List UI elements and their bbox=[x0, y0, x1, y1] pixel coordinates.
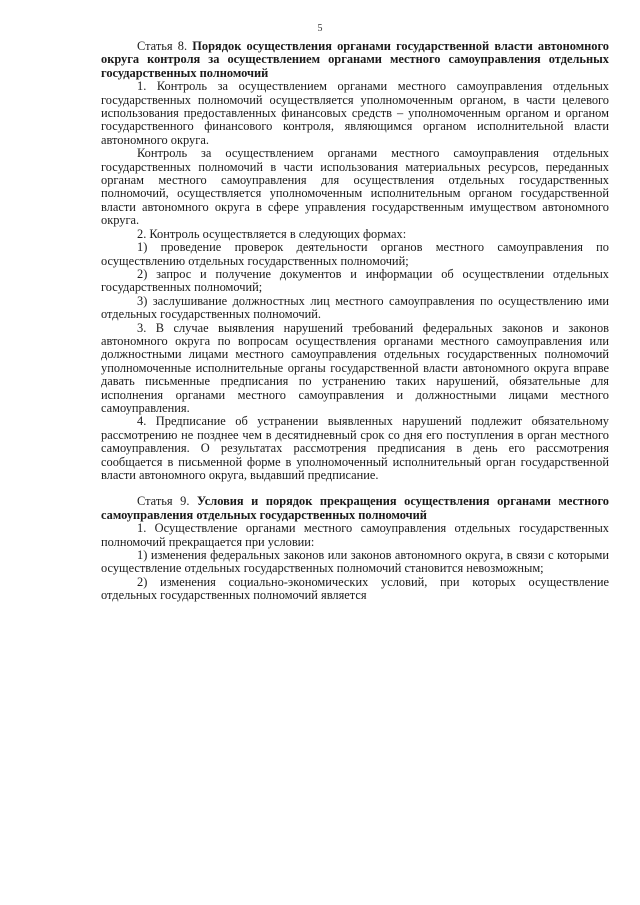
article-9-paragraph: 1. Осуществление органами местного самоуправления отдельных государственных полномочий прекращается при условии: bbox=[101, 521, 609, 549]
article-8-paragraph: 2. Контроль осуществляется в следующих формах: bbox=[137, 226, 407, 241]
page-number: 5 bbox=[317, 23, 323, 34]
article-8-prefix: Статья 8. bbox=[137, 39, 193, 53]
article-8-paragraph: Контроль за осуществлением органами местного самоуправления отдельных государственных полномочий в части использования материальных ресурсов, переданных органам местного самоуправления для осуществления отдельных государственных полномочий, осуществляется уполномоченным исполнительным органом государственной власти автономного округа в сфере управления государственным имуществом автономного округа. bbox=[101, 146, 609, 228]
article-8-paragraph: 4. Предписание об устранении выявленных нарушений подлежит обязательному рассмотрению не позднее чем в десятидневный срок со дня его поступления в орган местного самоуправления. О результатах рассмотрения предписания в день его рассмотрения сообщается в письменной форме в уполномоченный исполнительный орган государственной власти автономного округа, выдавший предписание. bbox=[101, 414, 609, 482]
article-9-title: Условия и порядок прекращения осуществления органами местного самоуправления отдельных государственных полномочий bbox=[101, 494, 609, 522]
article-9-heading bbox=[101, 495, 609, 522]
article-8-heading bbox=[101, 40, 609, 80]
document-body bbox=[101, 40, 609, 603]
article-9-paragraph: 1) изменения федеральных законов или законов автономного округа, в связи с которыми осуществление отдельных государственных полномочий становится невозможным; bbox=[101, 548, 609, 576]
article-9-paragraph: 2) изменения социально-экономических условий, при которых осуществление отдельных государственных полномочий является bbox=[101, 574, 609, 603]
article-8-title: Порядок осуществления органами государственной власти автономного округа контроля за осуществлением органами местного самоуправления отдельных государственных полномочий bbox=[101, 39, 609, 80]
article-8-paragraph: 1. Контроль за осуществлением органами местного самоуправления отдельных государственных полномочий осуществляется уполномоченным органом, в части целевого использования предоставленных финансовых средств – уполномоченным органом и органом государственного финансового контроля, являющимся органом исполнительной власти автономного округа. bbox=[101, 79, 609, 147]
article-8-paragraph: 2) запрос и получение документов и информации об осуществлении отдельных государственных полномочий; bbox=[101, 266, 609, 295]
article-8-paragraph: 3) заслушивание должностных лиц местного самоуправления по осуществлению ими отдельных государственных полномочий. bbox=[101, 293, 609, 322]
article-9-prefix: Статья 9. bbox=[137, 494, 197, 509]
article-8-paragraph: 3. В случае выявления нарушений требований федеральных законов и законов автономного округа по вопросам осуществления органами местного самоуправления или должностными лицами местного самоуправления отдельных государственных полномочий уполномоченные исполнительные органы государственной власти автономного округа вправе давать письменные предписания по устранению таких нарушений, обязательные для исполнения органами местного самоуправления и должностными лицами местного самоуправления. bbox=[101, 320, 609, 415]
article-8-paragraph: 1) проведение проверок деятельности органов местного самоуправления по осуществлению отдельных государственных полномочий; bbox=[101, 240, 609, 268]
